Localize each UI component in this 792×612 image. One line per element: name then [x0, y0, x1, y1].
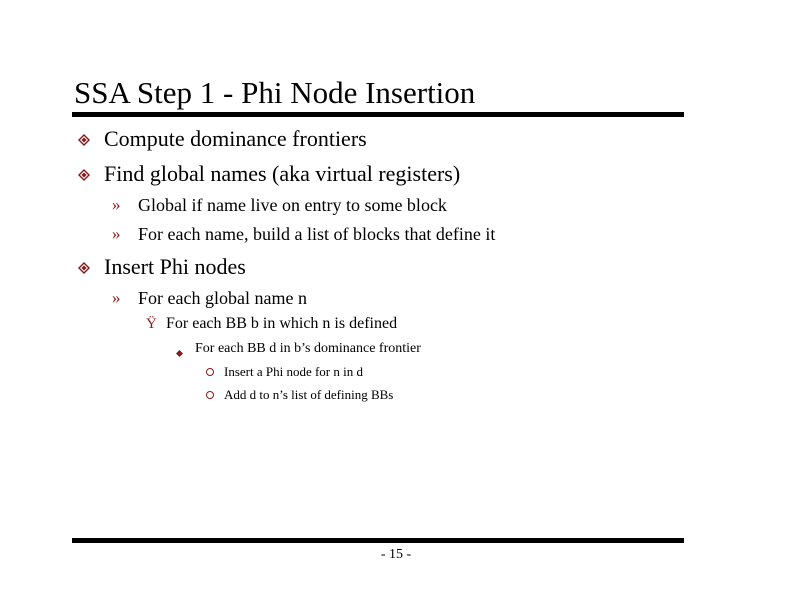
sub-bullet-text: For each global name n: [138, 288, 307, 308]
circle-bullet-icon: [206, 391, 214, 399]
footer-divider: [72, 538, 684, 543]
sub-bullet-text: Global if name live on entry to some block: [138, 195, 447, 215]
diamond-bullet-icon: [78, 126, 90, 152]
sub-sub-bullet-text: For each BB b in which n is defined: [166, 315, 398, 332]
double-chevron-bullet-icon: »: [112, 288, 121, 307]
page-number: - 15 -: [380, 547, 412, 562]
bullet-text: Compute dominance frontiers: [104, 126, 367, 151]
bullet-text: Find global names (aka virtual registers): [104, 161, 461, 186]
level4-bullet-text: For each BB d in b’s dominance frontier: [195, 341, 421, 356]
slide-title: SSA Step 1 - Phi Node Insertion: [74, 75, 476, 110]
level5-bullet-text: Add d to n’s list of defining BBs: [224, 387, 394, 402]
y-marker-bullet-icon: Ÿ: [146, 316, 157, 332]
level5-bullet-text: Insert a Phi node for n in d: [224, 364, 364, 379]
double-chevron-bullet-icon: »: [112, 224, 121, 243]
diamond-bullet-icon: [78, 254, 90, 280]
circle-bullet-icon: [206, 368, 214, 376]
double-chevron-bullet-icon: »: [112, 195, 121, 214]
filled-diamond-bullet-icon: [176, 345, 183, 352]
title-divider: [72, 112, 684, 117]
sub-bullet-text: For each name, build a list of blocks that define it: [138, 224, 496, 244]
bullet-text: Insert Phi nodes: [104, 254, 246, 279]
diamond-bullet-icon: [78, 161, 90, 187]
